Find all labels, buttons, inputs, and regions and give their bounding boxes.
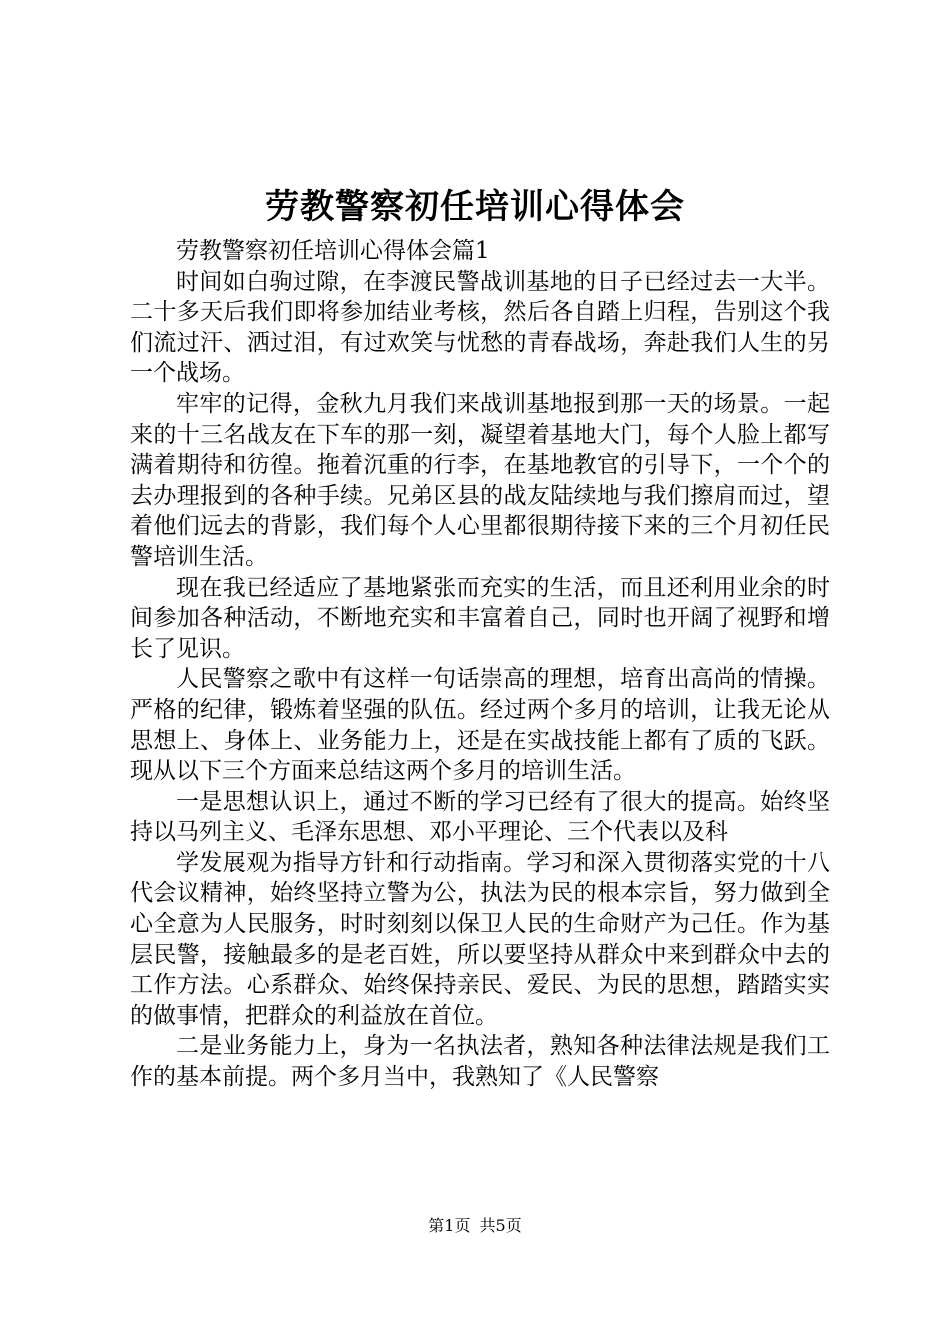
paragraph: 牢牢的记得，金秋九月我们来战训基地报到那一天的场景。一起来的十三名战友在下车的那一刻，凝望着基地大门，每个人脸上都写满着期待和彷徨。拖着沉重的行李，在基地教官的引导下，一个个的去办理报到的各种手续。兄弟区县的战友陆续地与我们擦肩而过，望着他们远去的背影，我们每个人心里都很期待接下来的三个月初任民警培训生活。 [130,390,830,570]
paragraph: 时间如白驹过隙，在李渡民警战训基地的日子已经过去一大半。二十多天后我们即将参加结业考核，然后各自踏上归程，告别这个我们流过汗、洒过泪，有过欢笑与忧愁的青春战场，奔赴我们人生的另一个战场。 [130,268,830,387]
document-body [130,236,830,1093]
paragraph: 现在我已经适应了基地紧张而充实的生活，而且还利用业余的时间参加各种活动，不断地充实和丰富着自己，同时也开阔了视野和增长了见识。 [130,574,830,662]
paragraph: 二是业务能力上，身为一名执法者，熟知各种法律法规是我们工作的基本前提。两个多月当中，我熟知了《人民警察 [130,1033,830,1091]
paragraph: 学发展观为指导方针和行动指南。学习和深入贯彻落实党的十八代会议精神，始终坚持立警为公，执法为民的根本宗旨，努力做到全心全意为人民服务，时时刻刻以保卫人民的生命财产为己任。作为基层民警，接触最多的是老百姓，所以要坚持从群众中来到群众中去的工作方法。心系群众、始终保持亲民、爱民、为民的思想，踏踏实实的做事情，把群众的利益放在首位。 [130,849,830,1029]
document-title: 劳教警察初任培训心得体会 [265,187,685,227]
paragraph-heading: 劳教警察初任培训心得体会篇1 [176,238,490,264]
paragraph: 人民警察之歌中有这样一句话崇高的理想，培育出高尚的情操。严格的纪律，锻炼着坚强的队伍。经过两个多月的培训，让我无论从思想上、身体上、业务能力上，还是在实战技能上都有了质的飞跃。现从以下三个方面来总结这两个多月的培训生活。 [130,666,830,785]
page-number-footer: 第1页 共5页 [428,1216,522,1235]
paragraph: 一是思想认识上，通过不断的学习已经有了很大的提高。始终坚持以马列主义、毛泽东思想、邓小平理论、三个代表以及科 [130,788,830,846]
